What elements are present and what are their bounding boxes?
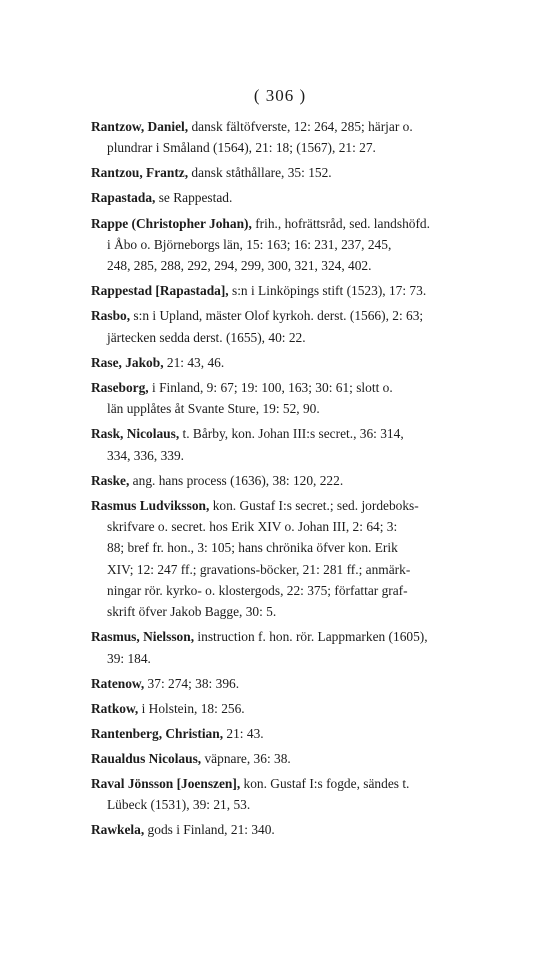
entry-text: plundrar i Småland (1564), 21: 18; (1567), 21: 27.	[107, 140, 376, 156]
entry-text: frih., hofrättsråd, sed. landshöfd.	[251, 215, 430, 231]
entry-headword: Ratkow,	[91, 700, 139, 716]
entry-text: 37: 274; 38: 396.	[144, 675, 240, 691]
index-entry	[91, 673, 529, 694]
entry-text: 248, 285, 288, 292, 294, 299, 300, 321, 324, 402.	[107, 258, 372, 274]
entry-text: 39: 184.	[107, 650, 151, 666]
entry-text: skrifvare o. secret. hos Erik XIV o. Johan III, 2: 64; 3:	[107, 519, 398, 535]
index-entry	[91, 305, 529, 348]
index-entry	[91, 723, 529, 744]
entry-first-line	[91, 626, 529, 647]
index-entry	[91, 819, 529, 840]
entry-first-line	[91, 423, 529, 444]
entry-first-line	[91, 748, 529, 769]
entry-text: Lübeck (1531), 39: 21, 53.	[107, 797, 251, 813]
entry-first-line	[91, 162, 529, 183]
entry-text: i Åbo o. Björneborgs län, 15: 163; 16: 231, 237, 245,	[107, 236, 392, 252]
index-entry	[91, 748, 529, 769]
entry-continuation-line	[91, 137, 529, 158]
entry-headword: Rantenberg, Christian,	[91, 725, 224, 741]
index-entry	[91, 187, 529, 208]
entry-headword: Rawkela,	[91, 822, 145, 838]
entry-text: dansk ståthållare, 35: 152.	[188, 165, 332, 181]
entry-first-line	[91, 773, 529, 794]
entry-first-line	[91, 116, 529, 137]
entry-headword: Rasmus Ludviksson,	[91, 497, 210, 513]
entry-text: 88; bref fr. hon., 3: 105; hans chrönika öfver kon. Erik	[107, 540, 398, 556]
page-number: ( 306 )	[253, 86, 307, 105]
entry-headword: Rappe (Christopher Johan),	[91, 215, 252, 231]
entry-text: järtecken sedda derst. (1655), 40: 22.	[107, 329, 306, 345]
entry-continuation-line	[91, 327, 529, 348]
index-entries	[91, 116, 529, 845]
entry-first-line	[91, 723, 529, 744]
entry-continuation-line	[91, 601, 529, 622]
entry-text: ningar rör. kyrko- o. klostergods, 22: 375; författar graf-	[107, 582, 408, 598]
entry-continuation-line	[91, 559, 529, 580]
entry-text: s:n i Linköpings stift (1523), 17: 73.	[228, 283, 427, 299]
entry-continuation-line	[91, 794, 529, 815]
entry-text: 21: 43, 46.	[163, 354, 225, 370]
entry-text: i Holstein, 18: 256.	[138, 700, 245, 716]
index-entry	[91, 377, 529, 420]
entry-headword: Raualdus Nicolaus,	[91, 750, 202, 766]
entry-text: län upplåtes åt Svante Sture, 19: 52, 90.	[107, 401, 320, 417]
index-entry	[91, 626, 529, 669]
entry-continuation-line	[91, 516, 529, 537]
entry-text: dansk fältöfverste, 12: 264, 285; härjar o.	[188, 119, 413, 134]
entry-headword: Rantzou, Frantz,	[91, 165, 189, 181]
entry-text: XIV; 12: 247 ff.; gravations-böcker, 21: 281 ff.; anmärk-	[107, 561, 411, 577]
entry-continuation-line	[91, 580, 529, 601]
entry-text: instruction f. hon. rör. Lappmarken (1605),	[194, 629, 428, 645]
index-entry	[91, 116, 529, 159]
entry-text: kon. Gustaf I:s fogde, sändes t.	[240, 776, 410, 792]
entry-headword: Rasmus, Nielsson,	[91, 629, 195, 645]
entry-text: se Rappestad.	[155, 190, 233, 206]
entry-text: 21: 43.	[223, 725, 264, 741]
entry-first-line	[91, 495, 529, 516]
entry-headword: Rappestad [Rapastada],	[91, 283, 229, 299]
entry-first-line	[91, 673, 529, 694]
entry-headword: Raseborg,	[91, 379, 149, 395]
entry-headword: Rasbo,	[91, 308, 131, 324]
entry-first-line	[91, 187, 529, 208]
entry-continuation-line	[91, 234, 529, 255]
entry-continuation-line	[91, 255, 529, 276]
entry-text: s:n i Upland, mäster Olof kyrkoh. derst. (1566), 2: 63;	[130, 308, 424, 324]
entry-text: i Finland, 9: 67; 19: 100, 163; 30: 61; slott o.	[148, 379, 393, 395]
entry-text: skrift öfver Jakob Bagge, 30: 5.	[107, 604, 277, 620]
entry-text: gods i Finland, 21: 340.	[144, 822, 275, 838]
index-entry	[91, 698, 529, 719]
entry-headword: Ratenow,	[91, 675, 145, 691]
entry-headword: Rapastada,	[91, 190, 156, 206]
entry-text: väpnare, 36: 38.	[201, 750, 291, 766]
entry-first-line	[91, 352, 529, 373]
entry-first-line	[91, 698, 529, 719]
entry-first-line	[91, 213, 529, 234]
entry-first-line	[91, 305, 529, 326]
index-entry	[91, 162, 529, 183]
index-entry	[91, 773, 529, 816]
index-entry	[91, 495, 529, 623]
entry-text: t. Bårby, kon. Johan III:s secret., 36: 314,	[179, 426, 404, 442]
entry-first-line	[91, 470, 529, 491]
entry-first-line	[91, 819, 529, 840]
entry-headword: Rantzow, Daniel,	[91, 119, 189, 134]
index-entry	[91, 352, 529, 373]
entry-headword: Raske,	[91, 472, 130, 488]
entry-first-line	[91, 280, 529, 301]
entry-headword: Raval Jönsson [Joenszen],	[91, 776, 241, 792]
index-entry	[91, 470, 529, 491]
entry-continuation-line	[91, 648, 529, 669]
entry-first-line	[91, 377, 529, 398]
entry-text: 334, 336, 339.	[107, 447, 184, 463]
index-entry	[91, 213, 529, 277]
entry-text: kon. Gustaf I:s secret.; sed. jordeboks-	[209, 497, 419, 513]
entry-headword: Rask, Nicolaus,	[91, 426, 180, 442]
entry-continuation-line	[91, 537, 529, 558]
entry-continuation-line	[91, 398, 529, 419]
index-entry	[91, 280, 529, 301]
index-entry	[91, 423, 529, 466]
entry-continuation-line	[91, 445, 529, 466]
entry-headword: Rase, Jakob,	[91, 354, 164, 370]
entry-text: ang. hans process (1636), 38: 120, 222.	[129, 472, 344, 488]
